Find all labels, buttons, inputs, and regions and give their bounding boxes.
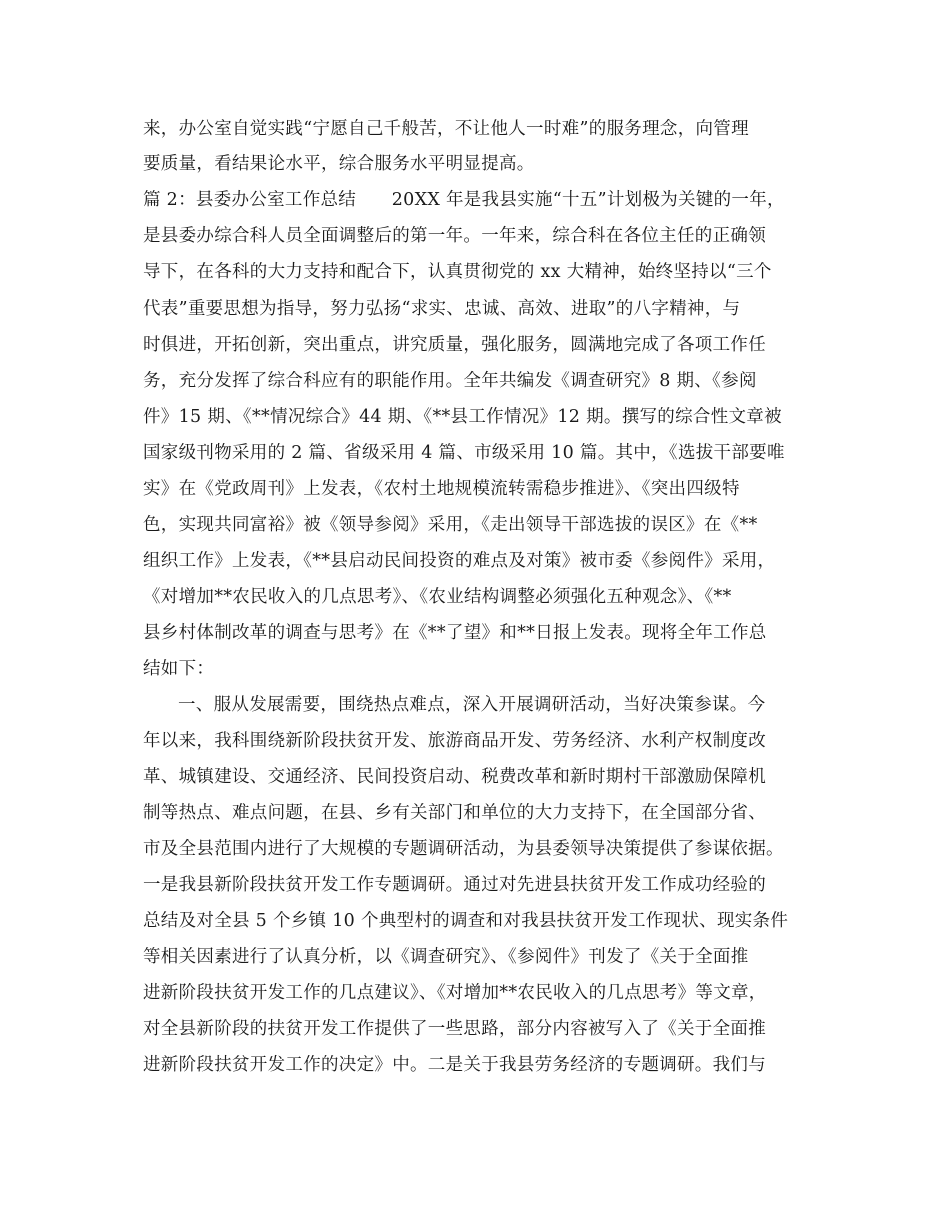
text-line: 结如下： [143,659,215,679]
text-line: 进新阶段扶贫开发工作的决定》中。二是关于我县劳务经济的专题调研。我们与 [143,1055,766,1075]
text-line: 篇 2：县委办公室工作总结 20XX 年是我县实施“十五”计划极为关键的一年， [143,190,785,210]
text-line: 国家级刊物采用的 2 篇、省级采用 4 篇、市级采用 10 篇。其中，《选拔干部要唯 [143,443,785,463]
text-line: 务，充分发挥了综合科应有的职能作用。全年共编发《调查研究》8 期、《参阅 [143,371,757,391]
text-line: 要质量，看结果论水平，综合服务水平明显提高。 [143,154,535,174]
text-line: 一是我县新阶段扶贫开发工作专题调研。通过对先进县扶贫开发工作成功经验的 [143,875,766,895]
text-line: 代表”重要思想为指导，努力弘扬“求实、忠诚、高效、进取”的八字精神，与 [143,299,741,319]
text-line: 对全县新阶段的扶贫开发工作提供了一些思路，部分内容被写入了《关于全面推 [143,1019,766,1039]
text-line: 时俱进，开拓创新，突出重点，讲究质量，强化服务，圆满地完成了各项工作任 [143,335,766,355]
text-line: 进新阶段扶贫开发工作的几点建议》、《对增加**农民收入的几点思考》等文章， [143,983,767,1003]
text-line: 实》在《党政周刊》上发表，《农村土地规模流转需稳步推进》、《突出四级特 [143,479,740,499]
text-line: 制等热点、难点问题，在县、乡有关部门和单位的大力支持下，在全国部分省、 [143,803,766,823]
text-line: 组织工作》上发表，《**县启动民间投资的难点及对策》被市委《参阅件》采用， [143,551,776,571]
text-line: 市及全县范围内进行了大规模的专题调研活动，为县委领导决策提供了参谋依据。 [143,839,784,859]
text-line: 一、服从发展需要，围绕热点难点，深入开展调研活动，当好决策参谋。今 [178,695,766,715]
text-line: 总结及对全县 5 个乡镇 10 个典型村的调查和对我县扶贫开发工作现状、现实条件 [143,911,789,931]
text-line: 《对增加**农民收入的几点思考》、《农业结构调整必须强化五种观念》、《** [143,587,732,607]
text-line: 色，实现共同富裕》被《领导参阅》采用，《走出领导干部选拔的误区》在《** [143,515,758,535]
text-line: 导下，在各科的大力支持和配合下，认真贯彻党的 xx 大精神，始终坚持以“三个 [143,262,772,282]
text-line: 是县委办综合科人员全面调整后的第一年。一年来，综合科在各位主任的正确领 [143,226,766,246]
text-line: 革、城镇建设、交通经济、民间投资启动、税费改革和新时期村干部激励保障机 [143,767,766,787]
text-line: 县乡村体制改革的调查与思考》在《**了望》和**日报上发表。现将全年工作总 [143,623,767,643]
text-line: 等相关因素进行了认真分析，以《调查研究》、《参阅件》刊发了《关于全面推 [143,947,749,967]
text-line: 来，办公室自觉实践“宁愿自己千般苦，不让他人一时难”的服务理念，向管理 [143,119,749,139]
text-line: 件》15 期、《**情况综合》44 期、《**县工作情况》12 期。撰写的综合性文章被 [143,407,782,427]
text-line: 年以来，我科围绕新阶段扶贫开发、旅游商品开发、劳务经济、水利产权制度改 [143,731,766,751]
